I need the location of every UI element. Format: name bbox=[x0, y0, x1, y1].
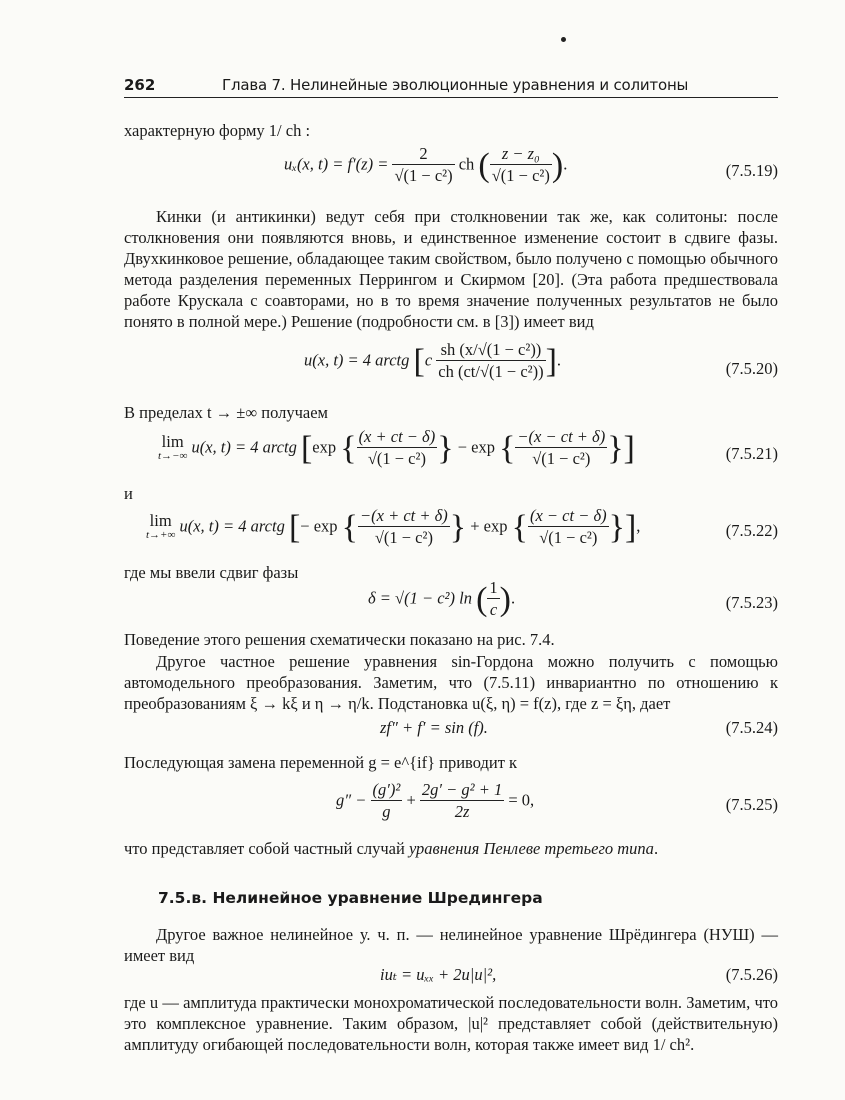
equation-7-5-23: δ = √(1 − c²) ln ( $\frac{1}{c}$ ). (7.5.23) bbox=[368, 578, 778, 619]
eq23-lhs: δ = √(1 − c²) ln bbox=[368, 588, 472, 608]
eq22-frac-1: $\frac{-(x + ct + \delta)}{\text{√(1 − c²)}}$ bbox=[360, 506, 448, 547]
header-rule bbox=[124, 97, 778, 98]
eq21-lhs: u(x, t) = 4 arctg bbox=[191, 437, 297, 457]
eq19-frac-a: $\frac{2}{\text{√(1 − c²)}}$ bbox=[394, 144, 453, 185]
paragraph-1: характерную форму 1/ ch : bbox=[124, 121, 311, 140]
eq24-body: zf″ + f′ = sin (f). bbox=[380, 718, 488, 737]
eq23-frac: $\frac{1}{c}$ bbox=[489, 578, 498, 619]
eq21-frac-1: $\frac{(x + ct - \delta)}{\text{√(1 − c²)}}$ bbox=[358, 427, 436, 468]
eq19-lhs: uₓ(x, t) = f′(z) = bbox=[284, 154, 389, 174]
paragraph-7: Другое частное решение уравнения sin-Гордона можно получить с помощью автомодельного преобразования. Заметим, что (7.5.11) инвариантно по отношению к преобразованиям ξ → kξ и η → η/k. Подстановка u(ξ, η) = f(z), где z = ξη, дает bbox=[124, 652, 778, 713]
paragraph-5: где мы ввели сдвиг фазы bbox=[124, 563, 299, 582]
eq25-lhs: g″ − bbox=[336, 790, 367, 810]
eq22-lim: lim t→+∞ bbox=[146, 510, 176, 541]
eq22-lhs: u(x, t) = 4 arctg bbox=[179, 516, 285, 536]
eq25-frac-1: $\frac{\text{(g′)²}}{g}$ bbox=[372, 780, 401, 821]
equation-7-5-25: g″ − $\frac{\text{(g′)²}}{g}$ + $\frac{\text{2g′ − g² + 1}}{2z}$ = 0, (7.5.25) bbox=[336, 780, 778, 821]
ink-dot bbox=[561, 37, 566, 42]
eq22-frac-2: $\frac{(x - ct - \delta)}{\text{√(1 − c²)}}$ bbox=[529, 506, 607, 547]
equation-number-7-5-19: (7.5.19) bbox=[725, 161, 778, 180]
equation-number-7-5-25: (7.5.25) bbox=[725, 795, 778, 814]
eq25-frac-2: $\frac{\text{2g′ − g² + 1}}{2z}$ bbox=[421, 780, 503, 821]
paragraph-8: Последующая замена переменной g = e^{if} приводит к bbox=[124, 753, 518, 772]
section-heading: 7.5.в. Нелинейное уравнение Шредингера bbox=[158, 889, 543, 907]
eq19-frac-b: $\frac{\text{z − z₀}}{\text{√(1 − c²)}}$ bbox=[491, 144, 550, 185]
equation-7-5-26 bbox=[124, 964, 778, 988]
equation-7-5-20: u(x, t) = 4 arctg [c $\frac{\text{sh (x/√(1 − c²))}}{\text{ch (ct/√(1 − c²))}}$ ]. (7.5.20) bbox=[304, 340, 778, 381]
eq21-lim: lim t→−∞ bbox=[158, 431, 188, 462]
paragraph-2: Кинки (и антикинки) ведут себя при столкновении так же, как солитоны: после столкновения они появляются вновь, и единственное изменение состоит в сдвиге фазы. Двухкинковое решение, обладающее таким свойством, было получено с помощью обычного метода разделения переменных Перрингом и Скирмом [20]. (Эта работа предшествовала работе Крускала с соавторами, но в то время значение полученных результатов не было понято в полной мере.) Решение (подробности см. в [3]) имеет вид bbox=[124, 207, 778, 331]
equation-7-5-24 bbox=[124, 717, 778, 741]
equation-number-7-5-24: (7.5.24) bbox=[725, 718, 778, 737]
equation-number-7-5-26: (7.5.26) bbox=[725, 965, 778, 984]
equation-7-5-19: uₓ(x, t) = f′(z) = $\frac{2}{\text{√(1 − c²)}}$ ch ( $\frac{\text{z − z₀}}{\text{√(1 − c²)}}$ ). (7.5.19) bbox=[284, 144, 778, 185]
running-head: Глава 7. Нелинейные эволюционные уравнения и солитоны bbox=[222, 76, 689, 94]
paragraph-6: Поведение этого решения схематически показано на рис. 7.4. bbox=[124, 630, 555, 649]
eq26-body: iuₜ = uₓₓ + 2u|u|², bbox=[380, 965, 497, 984]
paragraph-10: Другое важное нелинейное у. ч. п. — нелинейное уравнение Шрёдингера (НУШ) — имеет вид bbox=[124, 925, 778, 965]
eq19-fn: ch bbox=[458, 154, 475, 174]
paragraph-4: и bbox=[124, 484, 133, 503]
equation-number-7-5-20: (7.5.20) bbox=[725, 359, 778, 378]
paragraph-3: В пределах t → ±∞ получаем bbox=[124, 403, 328, 422]
paragraph-9: что представляет собой частный случай уравнения Пенлеве третьего типа. bbox=[124, 839, 659, 858]
equation-7-5-22: lim t→+∞ u(x, t) = 4 arctg [− exp { $\frac{-(x + ct + \delta)}{\text{√(1 − c²)}}$ } + exp { $\frac{(x - ct - \delta)}{\text{√(1 − c²)}}$ }], (7.5.22) bbox=[146, 506, 778, 547]
equation-7-5-21: lim t→−∞ u(x, t) = 4 arctg [exp { $\frac{(x + ct - \delta)}{\text{√(1 − c²)}}$ } − exp { $\frac{-(x - ct + \delta)}{\text{√(1 − c²)}}$ }] (7.5.21) bbox=[158, 427, 778, 468]
eq20-lhs: u(x, t) = 4 arctg bbox=[304, 350, 410, 370]
eq21-frac-2: $\frac{-(x - ct + \delta)}{\text{√(1 − c²)}}$ bbox=[517, 427, 606, 468]
equation-number-7-5-21: (7.5.21) bbox=[725, 444, 778, 463]
eq20-frac: $\frac{\text{sh (x/√(1 − c²))}}{\text{ch (ct/√(1 − c²))}}$ bbox=[438, 340, 544, 381]
page-number: 262 bbox=[124, 76, 156, 94]
equation-number-7-5-23: (7.5.23) bbox=[725, 593, 778, 612]
paragraph-11: где u — амплитуда практически монохроматической последовательности волн. Заметим, что это комплексное уравнение. Таким образом, |u|² представляет собой (действительную) амплитуду огибающей последовательности волн, которая также имеет вид 1/ ch². bbox=[124, 993, 778, 1054]
equation-number-7-5-22: (7.5.22) bbox=[725, 521, 778, 540]
